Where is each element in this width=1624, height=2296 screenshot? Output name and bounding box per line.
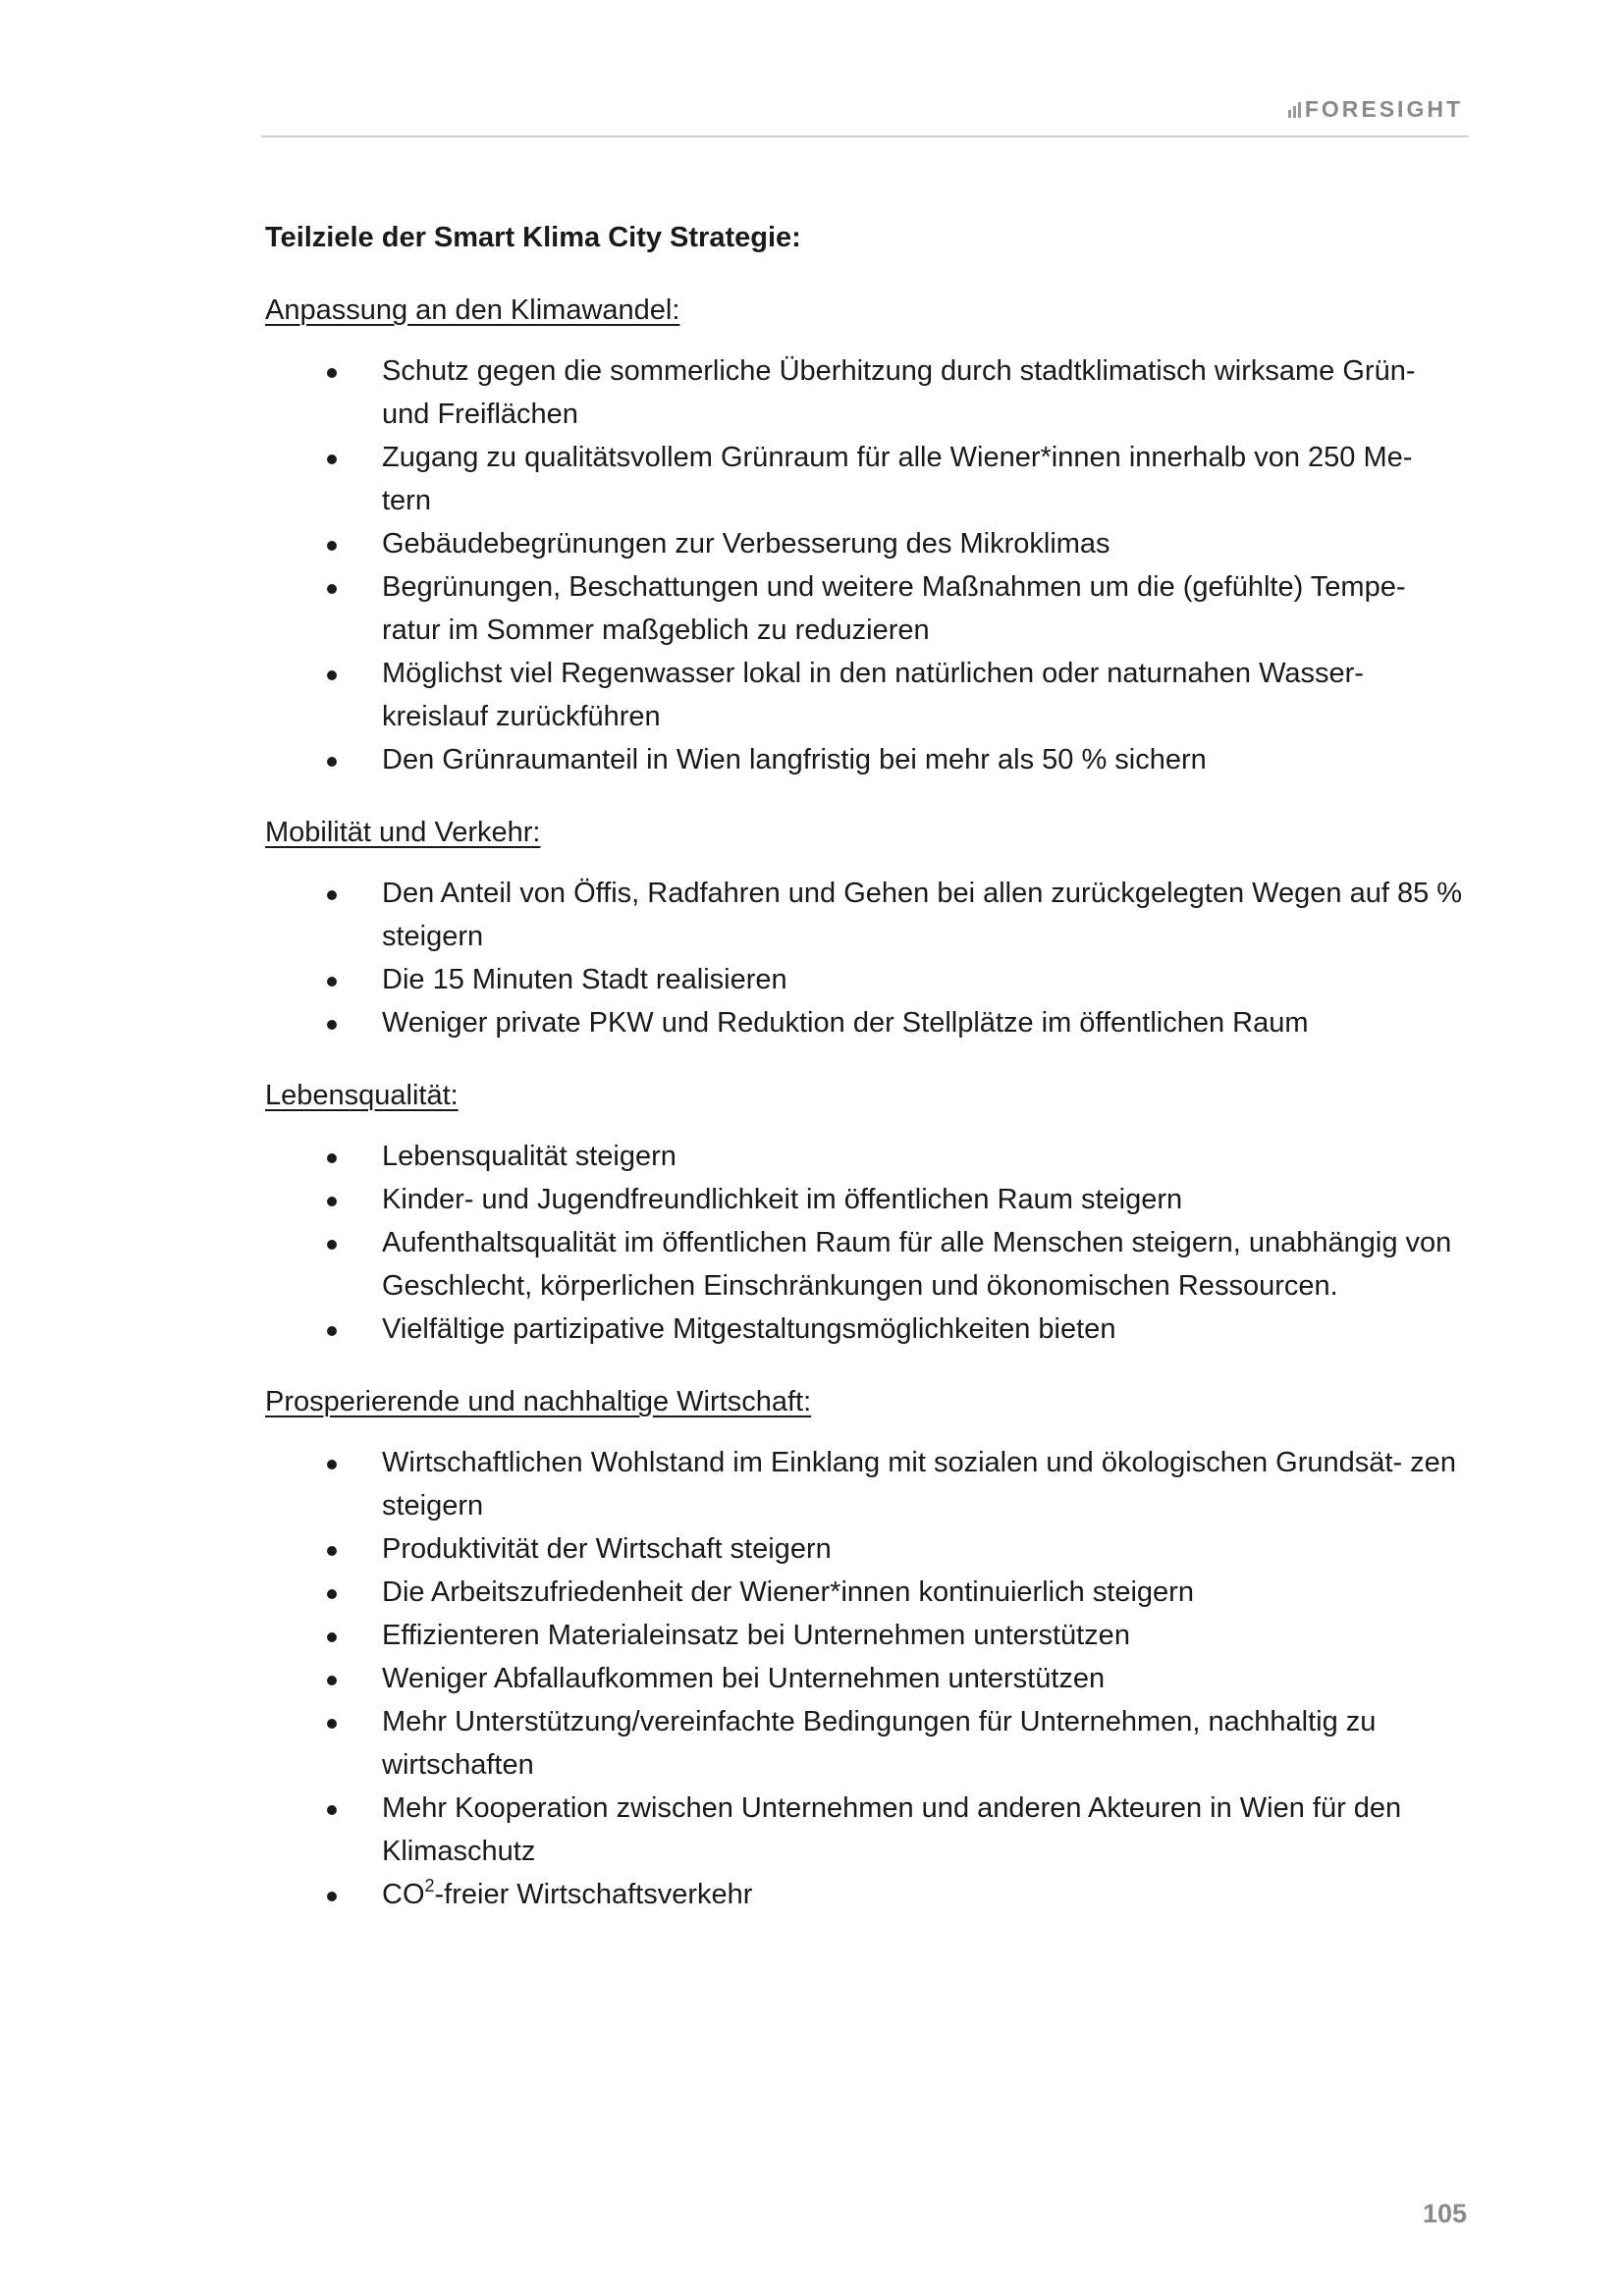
list-item-co2 xyxy=(265,1873,1467,1916)
list-item: Wirtschaftlichen Wohlstand im Einklang mit sozialen und ökologischen Grundsät- zen steigern xyxy=(265,1441,1467,1527)
list-item: Produktivität der Wirtschaft steigern xyxy=(265,1527,1467,1571)
list-item: Schutz gegen die sommerliche Überhitzung durch stadtklimatisch wirksame Grün- und Freiflächen xyxy=(265,349,1467,436)
list-item: Den Anteil von Öffis, Radfahren und Gehen bei allen zurückgelegten Wegen auf 85 % steigern xyxy=(265,872,1467,958)
list-item: Weniger private PKW und Reduktion der Stellplätze im öffentlichen Raum xyxy=(265,1001,1467,1044)
list-lebensqualitaet xyxy=(265,1135,1473,1351)
logo-bars-icon xyxy=(1288,102,1301,118)
list-item: Gebäudebegrünungen zur Verbesserung des Mikroklimas xyxy=(265,522,1467,565)
list-item: Mehr Unterstützung/vereinfachte Bedingungen für Unternehmen, nachhaltig zu wirtschaften xyxy=(265,1700,1467,1787)
list-item: Möglichst viel Regenwasser lokal in den natürlichen oder naturnahen Wasser- kreislauf zurückführen xyxy=(265,652,1467,738)
section-heading-anpassung: Anpassung an den Klimawandel: xyxy=(265,294,680,326)
page-number: 105 xyxy=(1422,2199,1467,2228)
list-item: Lebensqualität steigern xyxy=(265,1135,1467,1178)
list-item: Begrünungen, Beschattungen und weitere Maßnahmen um die (gefühlte) Tempe- ratur im Sommer maßgeblich zu reduzieren xyxy=(265,565,1467,652)
list-item: Die 15 Minuten Stadt realisieren xyxy=(265,958,1467,1001)
list-item: Kinder- und Jugendfreundlichkeit im öffentlichen Raum steigern xyxy=(265,1178,1467,1221)
logo-text: FORESIGHT xyxy=(1304,96,1463,122)
list-item: Zugang zu qualitätsvollem Grünraum für alle Wiener*innen innerhalb von 250 Me- tern xyxy=(265,436,1467,522)
page-header xyxy=(261,94,1469,137)
list-item: Mehr Kooperation zwischen Unternehmen und anderen Akteuren in Wien für den Klimaschutz xyxy=(265,1787,1467,1873)
list-item: Effizienteren Materialeinsatz bei Unternehmen unterstützen xyxy=(265,1614,1467,1657)
foresight-logo xyxy=(1288,96,1463,123)
section-heading-mobilitaet: Mobilität und Verkehr: xyxy=(265,817,541,848)
page-title: Teilziele der Smart Klima City Strategie: xyxy=(265,222,801,253)
list-mobilitaet xyxy=(265,872,1473,1044)
co2-prefix: CO xyxy=(382,1879,425,1910)
list-anpassung xyxy=(265,349,1473,781)
section-heading-wirtschaft: Prosperierende und nachhaltige Wirtschaft: xyxy=(265,1386,812,1417)
list-item: Die Arbeitszufriedenheit der Wiener*innen kontinuierlich steigern xyxy=(265,1571,1467,1614)
page-content xyxy=(265,216,1473,1946)
list-item: Den Grünraumanteil in Wien langfristig bei mehr als 50 % sichern xyxy=(265,738,1467,781)
list-item: Aufenthaltsqualität im öffentlichen Raum für alle Menschen steigern, unabhängig von Geschlecht, körperlichen Einschränkungen und ökonomischen Ressourcen. xyxy=(265,1221,1467,1308)
list-item: Weniger Abfallaufkommen bei Unternehmen unterstützen xyxy=(265,1657,1467,1700)
section-heading-lebensqualitaet: Lebensqualität: xyxy=(265,1080,459,1111)
co2-superscript: 2 xyxy=(424,1876,435,1896)
list-wirtschaft xyxy=(265,1441,1473,1916)
co2-suffix: -freier Wirtschaftsverkehr xyxy=(434,1879,753,1910)
list-item: Vielfältige partizipative Mitgestaltungsmöglichkeiten bieten xyxy=(265,1308,1467,1351)
